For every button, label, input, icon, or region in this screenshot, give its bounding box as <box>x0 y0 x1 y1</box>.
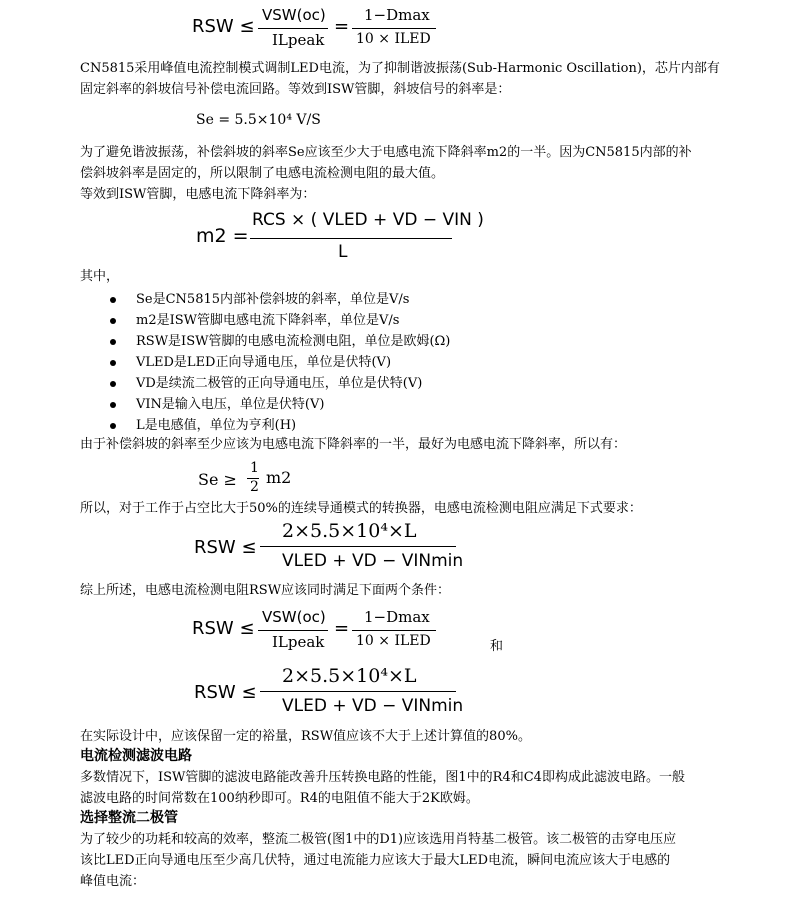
list-item: VIN是输入电压，单位是伏特(V) <box>136 394 450 415</box>
formula-denominator-2: 10 × ILED <box>356 633 431 649</box>
bullet-icon <box>110 360 116 366</box>
paragraph-line: 多数情况下，ISW管脚的滤波电路能改善升压转换电路的性能，图1中的R4和C4即构成此滤波电路。一般 <box>80 770 685 785</box>
fraction-bar <box>258 28 328 29</box>
se-formula: Se = 5.5×10⁴ V/S <box>196 112 321 128</box>
paragraph-line: 综上所述，电感电流检测电阻RSW应该同时满足下面两个条件： <box>80 583 451 598</box>
paragraph-line: 为了避免谐波振荡，补偿斜坡的斜率Se应该至少大于电感电流下降斜率m2的一半。因为CN5815内部的补 <box>80 145 692 160</box>
fraction-bar <box>352 28 436 29</box>
paragraph-line: 峰值电流： <box>80 874 146 889</box>
bullet-icon <box>110 318 116 324</box>
bullet-icon <box>110 423 116 429</box>
fraction-bar <box>260 546 456 547</box>
paragraph-line: 固定斜率的斜坡信号补偿电流回路。等效到ISW管脚，斜坡信号的斜率是： <box>80 82 511 97</box>
bullet-icon <box>110 339 116 345</box>
formula-rhs: m2 <box>266 468 292 487</box>
list-item: RSW是ISW管脚的电感电流检测电阻，单位是欧姆(Ω) <box>136 331 450 352</box>
list-item: m2是ISW管脚电感电流下降斜率，单位是V/s <box>136 310 450 331</box>
formula-lhs: m2 = <box>196 225 249 247</box>
section-heading: 选择整流二极管 <box>80 810 178 826</box>
formula-denominator-2: 10 × ILED <box>356 31 431 47</box>
formula-equals: = <box>334 618 350 639</box>
list-item: VLED是LED正向导通电压，单位是伏特(V) <box>136 352 450 373</box>
formula-denominator: VLED + VD − VINmin <box>282 696 464 716</box>
section-heading: 电流检测滤波电路 <box>80 748 192 764</box>
and-text: 和 <box>490 639 504 654</box>
paragraph-line: 在实际设计中，应该保留一定的裕量，RSW值应该不大于上述计算值的80%。 <box>80 729 531 744</box>
formula-numerator-2: 1−Dmax <box>364 608 430 626</box>
formula-lhs: RSW ≤ <box>194 682 257 703</box>
bullet-icon <box>110 402 116 408</box>
formula-denominator: ILpeak <box>272 633 325 651</box>
paragraph-line: 其中， <box>80 269 120 284</box>
definition-list <box>136 289 450 436</box>
formula-numerator: 2×5.5×10⁴×L <box>282 520 417 542</box>
formula-lhs: RSW ≤ <box>192 618 255 639</box>
formula-equals: = <box>334 16 350 37</box>
paragraph-line: 滤波电路的时间常数在100纳秒即可。R4的电阻值不能大于2K欧姆。 <box>80 791 479 806</box>
formula-lhs: Se ≥ <box>198 470 237 489</box>
paragraph-line: 所以，对于工作于占空比大于50%的连续导通模式的转换器，电感电流检测电阻应满足下式要求： <box>80 501 642 516</box>
fraction-bar <box>258 630 328 631</box>
formula-numerator: 2×5.5×10⁴×L <box>282 665 417 687</box>
formula-numerator: RCS × ( VLED + VD − VIN ) <box>252 210 484 230</box>
list-item: L是电感值，单位为亨利(H) <box>136 415 450 436</box>
formula-denominator: 2 <box>250 479 259 495</box>
formula-numerator: 1 <box>250 460 259 476</box>
formula-numerator: VSW(oc) <box>262 608 326 626</box>
list-item: Se是CN5815内部补偿斜坡的斜率，单位是V/s <box>136 289 450 310</box>
list-item: VD是续流二极管的正向导通电压，单位是伏特(V) <box>136 373 450 394</box>
paragraph-line: 该比LED正向导通电压至少高几伏特，通过电流能力应该大于最大LED电流，瞬间电流应该大于电感的 <box>80 853 671 868</box>
paragraph-line: 由于补偿斜坡的斜率至少应该为电感电流下降斜率的一半，最好为电感电流下降斜率，所以有： <box>80 437 627 452</box>
formula-lhs: RSW ≤ <box>194 537 257 558</box>
fraction-bar <box>352 630 436 631</box>
formula-denominator: L <box>338 242 348 262</box>
fraction-bar <box>260 691 456 692</box>
formula-numerator-2: 1−Dmax <box>364 6 430 24</box>
fraction-bar <box>250 238 452 239</box>
formula-lhs: RSW ≤ <box>192 16 255 37</box>
formula-denominator: VLED + VD − VINmin <box>282 551 464 571</box>
formula-numerator: VSW(oc) <box>262 6 326 24</box>
bullet-icon <box>110 297 116 303</box>
paragraph-line: 为了较少的功耗和较高的效率，整流二极管(图1中的D1)应该选用肖特基二极管。该二极管的击穿电压应 <box>80 832 677 847</box>
formula-denominator: ILpeak <box>272 31 325 49</box>
bullet-icon <box>110 381 116 387</box>
paragraph-line: 等效到ISW管脚，电感电流下降斜率为： <box>80 187 316 202</box>
paragraph-line: 偿斜坡斜率是固定的，所以限制了电感电流检测电阻的最大值。 <box>80 166 445 181</box>
paragraph-line: CN5815采用峰值电流控制模式调制LED电流，为了抑制谐波振荡(Sub-Harmonic Oscillation)，芯片内部有 <box>80 61 720 76</box>
